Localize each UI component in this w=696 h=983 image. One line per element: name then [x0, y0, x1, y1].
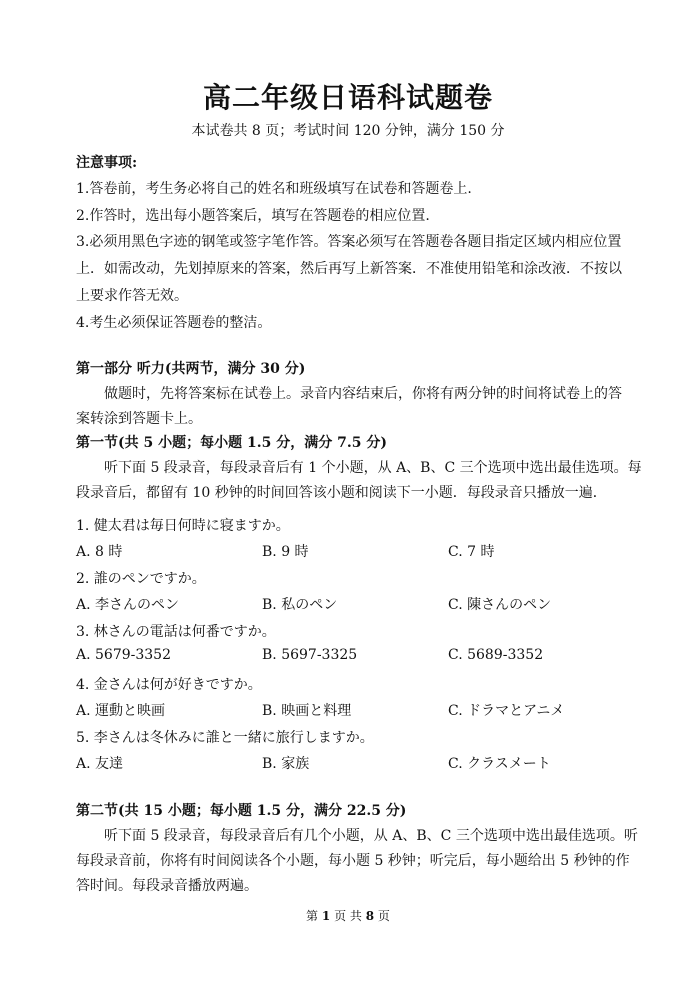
section2-instruction: 听下面 5 段录音，每段录音后有几个小题，从 A、B、C 三个选项中选出最佳选项。听 — [104, 828, 638, 844]
question-text: 1. 健太君は毎日何時に寝ますか。 — [76, 518, 290, 534]
section2-instruction: 每段录音前，你将有时间阅读各个小题，每小题 5 秒钟；听完后，每小题给出 5 秒钟的作 — [76, 853, 630, 869]
option-a: A. 運動と映画 — [76, 703, 166, 719]
option-a: A. 友達 — [76, 756, 124, 772]
question-text: 4. 金さんは何が好きですか。 — [76, 677, 262, 693]
note-item: 2.作答时，选出每小题答案后，填写在答题卷的相应位置. — [76, 208, 430, 224]
page-footer — [0, 907, 696, 924]
option-b: B. 9 時 — [262, 544, 309, 560]
notes-heading: 注意事项: — [76, 155, 138, 171]
option-b: B. 私のペン — [262, 597, 338, 613]
note-item: 3.必须用黑色字迹的钢笔或签字笔作答。答案必须写在答题卷各题目指定区域内相应位置 — [76, 234, 622, 250]
note-item: 1.答卷前，考生务必将自己的姓名和班级填写在试卷和答题卷上. — [76, 181, 472, 197]
footer-text: 第 — [306, 909, 319, 923]
option-c: C. クラスメート — [448, 756, 551, 772]
section2-heading: 第二节(共 15 小题；每小题 1.5 分，满分 22.5 分) — [76, 803, 407, 819]
part1-instruction: 做题时，先将答案标在试卷上。录音内容结束后，你将有两分钟的时间将试卷上的答 — [104, 386, 622, 402]
page-title: 高二年级日语科试题卷 — [202, 81, 493, 114]
footer-text: 页 共 — [334, 909, 362, 923]
section1-instruction: 听下面 5 段录音，每段录音后有 1 个小题，从 A、B、C 三个选项中选出最佳选项。每 — [104, 460, 642, 476]
option-a: A. 8 時 — [76, 544, 123, 560]
option-b: B. 5697-3325 — [262, 647, 358, 663]
section2-instruction: 答时间。每段录音播放两遍。 — [76, 878, 258, 894]
option-a: A. 5679-3352 — [76, 647, 171, 663]
option-c: C. 陳さんのペン — [448, 597, 552, 613]
note-item: 4.考生必须保证答题卷的整洁。 — [76, 315, 272, 331]
note-item: 上要求作答无效。 — [76, 288, 188, 304]
option-c: C. 7 時 — [448, 544, 495, 560]
section1-instruction: 段录音后，都留有 10 秒钟的时间回答该小题和阅读下一小题．每段录音只播放一遍． — [76, 485, 607, 501]
section1-heading: 第一节(共 5 小题；每小题 1.5 分，满分 7.5 分) — [76, 435, 387, 451]
page-number: 1 — [321, 909, 331, 923]
question-text: 3. 林さんの電話は何番ですか。 — [76, 624, 276, 640]
part1-heading: 第一部分 听力(共两节，满分 30 分) — [76, 361, 306, 377]
option-c: C. 5689-3352 — [448, 647, 544, 663]
option-c: C. ドラマとアニメ — [448, 703, 565, 719]
note-item: 上．如需改动，先划掉原来的答案，然后再写上新答案．不准使用铅笔和涂改液．不按以 — [76, 261, 622, 277]
question-text: 2. 誰のペンですか。 — [76, 571, 206, 587]
option-b: B. 映画と料理 — [262, 703, 352, 719]
option-a: A. 李さんのペン — [76, 597, 180, 613]
question-text: 5. 李さんは冬休みに誰と一緒に旅行しますか。 — [76, 730, 374, 746]
page-total: 8 — [365, 909, 375, 923]
part1-instruction: 案转涂到答题卡上。 — [76, 411, 202, 427]
footer-text: 页 — [377, 909, 390, 923]
option-b: B. 家族 — [262, 756, 310, 772]
page-subtitle: 本试卷共 8 页；考试时间 120 分钟，满分 150 分 — [191, 123, 505, 139]
